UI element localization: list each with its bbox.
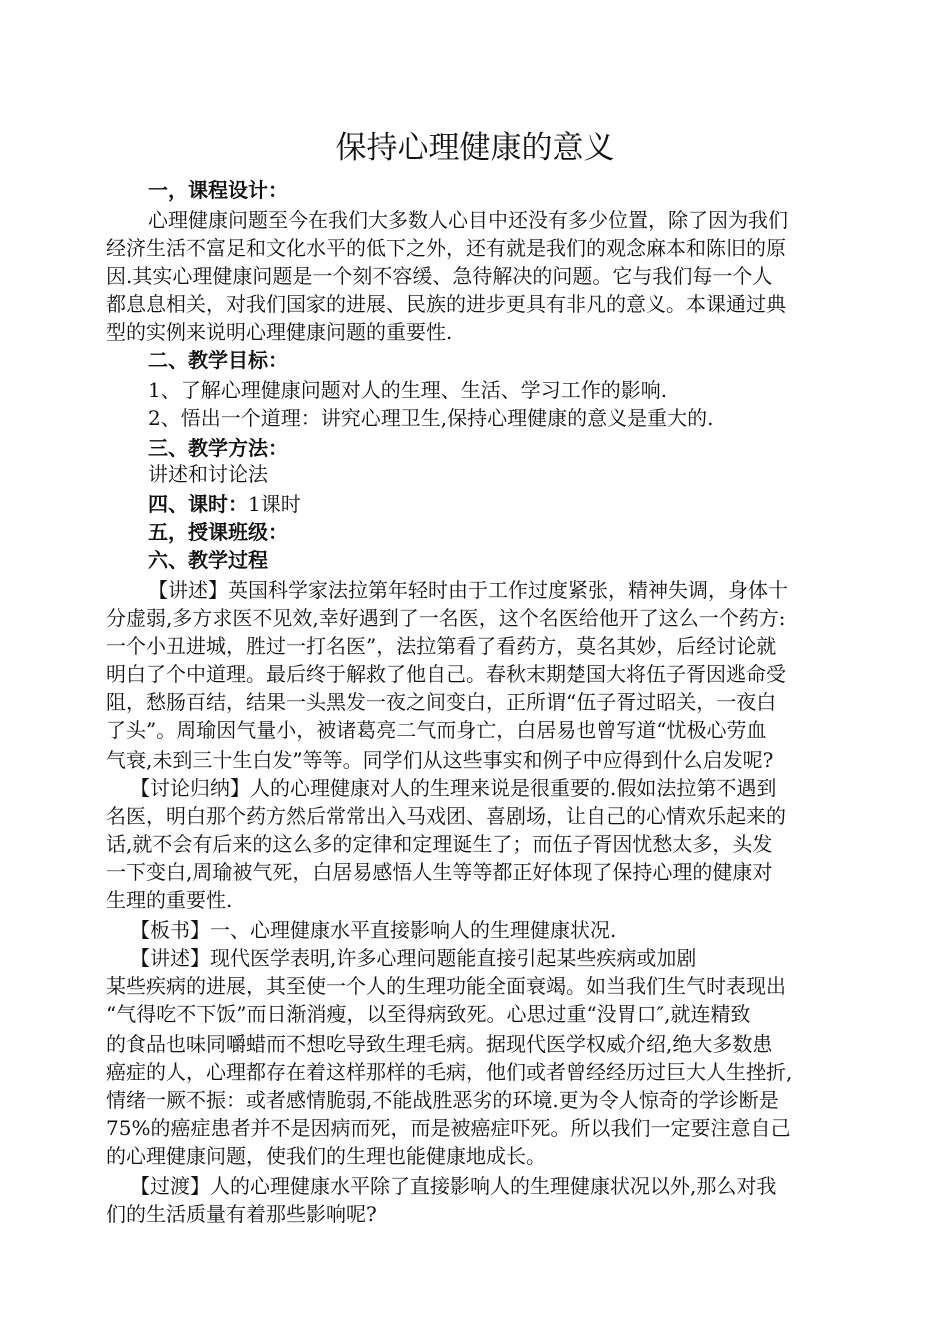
paragraph-line: [106, 802, 786, 831]
section-heading: [148, 176, 288, 205]
paragraph-line: [148, 376, 667, 405]
line-text: 【讨论归纳】人的心理健康对人的生理来说是很重要的.假如法拉第不遇到: [130, 776, 777, 800]
line-text: 1、了解心理健康问题对人的生理、生活、学习工作的影响.: [148, 378, 668, 402]
line-text: 【讲述】现代医学表明,许多心理问题能直接引起某些疾病或加剧: [130, 946, 697, 970]
line-text: 一下变白,周瑜被气死，白居易感悟人生等等都正好体现了保持心理的健康对: [106, 860, 773, 884]
line-text: 明白了个中道理。最后终于解救了他自己。春秋末期楚国大将伍子胥因逃命受: [106, 662, 786, 686]
paragraph-line: [106, 688, 776, 717]
paragraph-line: [106, 262, 772, 291]
paragraph-line: [148, 460, 268, 489]
paragraph-line: [106, 830, 772, 859]
line-text: 癌症的人，心理都存在着这样那样的毛病，他们或者曾经经历过巨大人生挫折,: [106, 1060, 793, 1084]
paragraph-line: [106, 1000, 751, 1029]
paragraph-line: [106, 1030, 772, 1059]
paragraph-line: [106, 1142, 546, 1171]
line-text: 生理的重要性.: [106, 888, 233, 912]
paragraph-line: [130, 1172, 776, 1201]
paragraph-line: [106, 234, 786, 263]
paragraph-line: [148, 206, 788, 235]
paragraph-line: [106, 886, 232, 915]
paragraph-line: [106, 1114, 790, 1143]
document-title: 保持心理健康的意义: [335, 130, 615, 166]
paragraph-line: [130, 916, 616, 945]
paragraph-line: [106, 1086, 779, 1115]
paragraph-line: [106, 1200, 377, 1229]
paragraph-line: [106, 290, 786, 319]
line-text: 【板书】一、心理健康水平直接影响人的生理健康状况.: [130, 918, 617, 942]
paragraph-line: [106, 632, 776, 661]
line-text: 了头”。周瑜因气量小，被诸葛亮二气而身亡，白居易也曾写道“忧极心劳血: [106, 718, 767, 742]
line-suffix: 1课时: [248, 492, 301, 516]
line-text: 因.其实心理健康问题是一个刻不容缓、急待解决的问题。它与我们每一个人: [106, 264, 773, 288]
line-text: 话,就不会有后来的这么多的定律和定理诞生了；而伍子胥因忧愁太多，头发: [106, 832, 773, 856]
line-text: 都息息相关，对我们国家的进展、民族的进步更具有非凡的意义。本课通过典: [106, 292, 786, 316]
paragraph-line: [106, 972, 786, 1001]
line-text: 心理健康问题至今在我们大多数人心目中还没有多少位置，除了因为我们: [148, 208, 788, 232]
line-text: 的食品也味同嚼蜡而不想吃导致生理毛病。据现代医学权威介绍,绝大多数患: [106, 1032, 773, 1056]
section-heading: [148, 434, 288, 463]
line-text: 型的实例来说明心理健康问题的重要性.: [106, 320, 453, 344]
paragraph-line: [106, 604, 785, 633]
paragraph-line: [106, 716, 766, 745]
paragraph-line: [130, 774, 776, 803]
section-heading: [148, 546, 268, 575]
line-text: 五，授课班级：: [148, 520, 288, 544]
line-text: “气得吃不下饭”而日渐消瘦，以至得病致死。心思过重“没胃口″,就连精致: [106, 1002, 751, 1026]
line-text: 气衰,未到三十生白发”等等。同学们从这些事实和例子中应得到什么启发呢?: [106, 748, 774, 772]
paragraph-line: [148, 576, 788, 605]
line-text: 75%的癌症患者并不是因病而死，而是被癌症吓死。所以我们一定要注意自己: [106, 1116, 791, 1140]
line-text: 一个小丑进城，胜过一打名医”，法拉第看了看药方，莫名其妙，后经讨论就: [106, 634, 777, 658]
paragraph-line: [106, 858, 772, 887]
line-text: 某些疾病的进展，其至使一个人的生理功能全面衰竭。如当我们生气时表现出: [106, 974, 786, 998]
line-text: 2、悟出一个道理：讲究心理卫生,保持心理健康的意义是重大的.: [148, 406, 714, 430]
line-text: 二、教学目标：: [148, 348, 288, 372]
line-text: 【讲述】英国科学家法拉第年轻时由于工作过度紧张，精神失调，身体十: [148, 578, 788, 602]
line-text: 阻，愁肠百结，结果一头黑发一夜之间变白，正所谓“伍子胥过昭关，一夜白: [106, 690, 777, 714]
section-heading: [148, 518, 288, 547]
line-text: 的心理健康问题，使我们的生理也能健康地成长。: [106, 1144, 546, 1168]
line-text: 讲述和讨论法: [148, 462, 268, 486]
paragraph-line: [130, 944, 696, 973]
paragraph-line: [106, 1058, 792, 1087]
paragraph-line: [148, 404, 713, 433]
section-heading: [148, 490, 301, 519]
line-text: 名医，明白那个药方然后常常出入马戏团、喜剧场，让自己的心情欢乐起来的: [106, 804, 786, 828]
paragraph-line: [106, 660, 786, 689]
line-text: 分虚弱,多方求医不见效,幸好遇到了一名医，这个名医给他开了这么一个药方:: [106, 606, 786, 630]
paragraph-line: [106, 318, 452, 347]
line-text: 经济生活不富足和文化水平的低下之外，还有就是我们的观念麻本和陈旧的原: [106, 236, 786, 260]
line-text: 三、教学方法：: [148, 436, 288, 460]
line-text: 六、教学过程: [148, 548, 268, 572]
line-text: 们的生活质量有着那些影响呢?: [106, 1202, 377, 1226]
line-text: 情绪一厥不振：或者感情脆弱,不能战胜恶劣的环境.更为令人惊奇的学诊断是: [106, 1088, 779, 1112]
line-text: 一，课程设计：: [148, 178, 288, 202]
line-text: 四、课时：: [148, 492, 248, 516]
section-heading: [148, 346, 288, 375]
paragraph-line: [106, 746, 773, 775]
line-text: 【过渡】人的心理健康水平除了直接影响人的生理健康状况以外,那么对我: [130, 1174, 777, 1198]
